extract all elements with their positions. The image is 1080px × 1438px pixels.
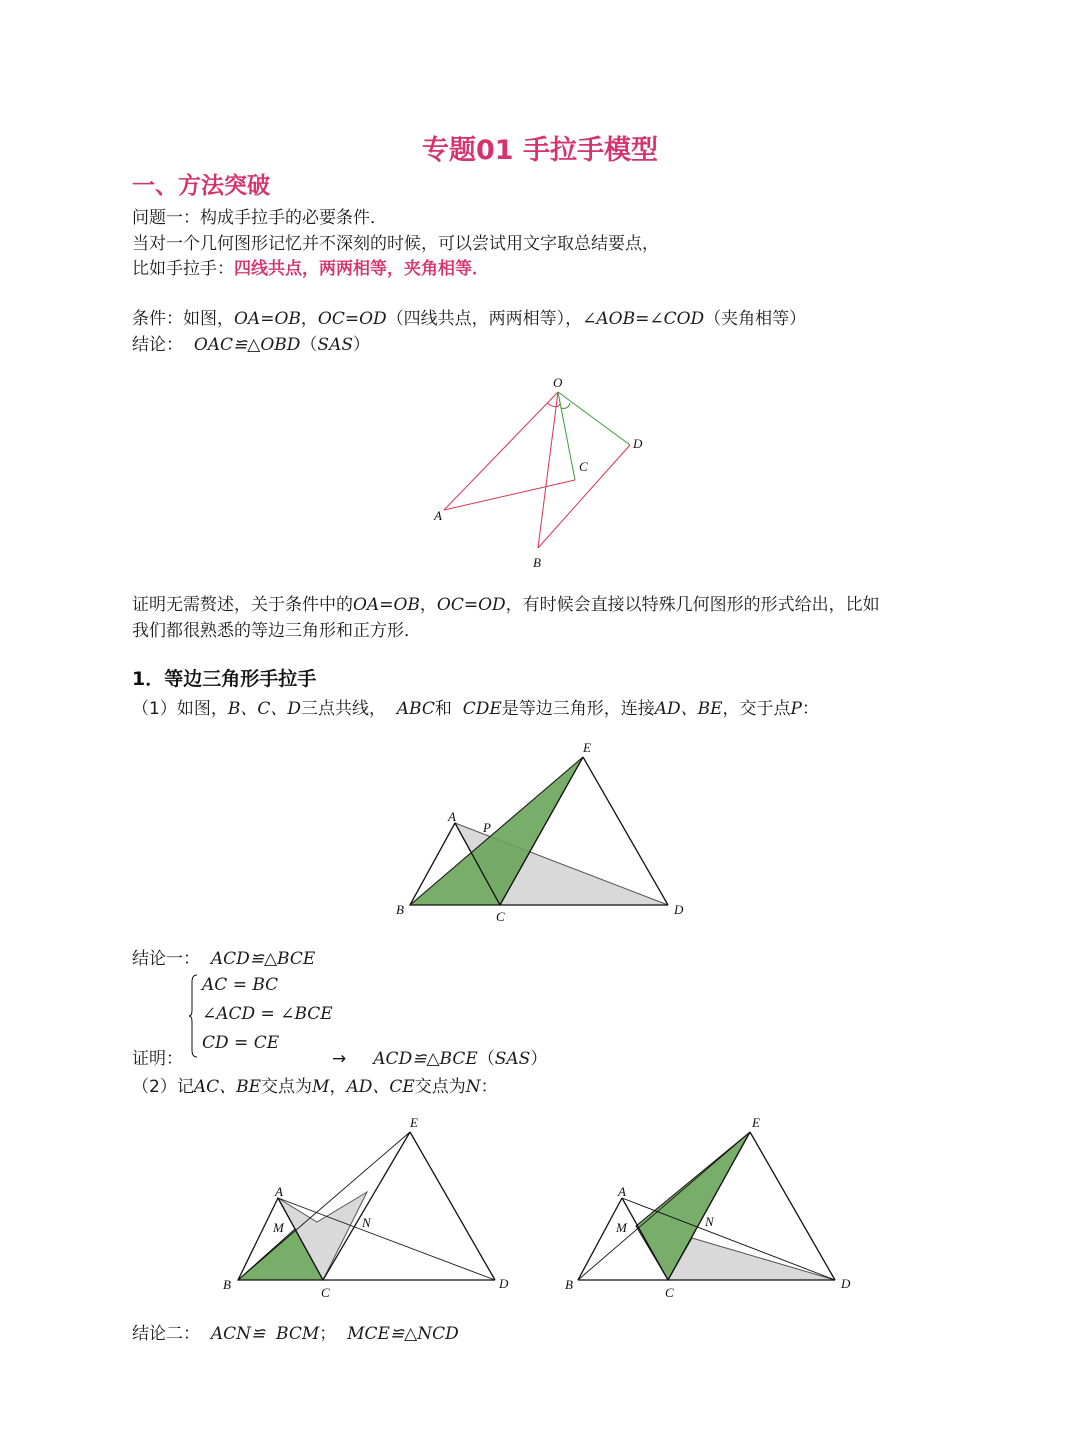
part1-and: 和 xyxy=(434,699,452,719)
label-d: D xyxy=(841,1276,851,1291)
segment-ba xyxy=(578,1198,622,1280)
proof-paren-open: （ xyxy=(477,1049,495,1069)
part2-prefix: （2）记 xyxy=(132,1077,194,1097)
label-n: N xyxy=(705,1214,714,1229)
angle-mark-cod xyxy=(561,403,570,408)
label-d: D xyxy=(499,1276,509,1291)
key-points-prefix: 比如手拉手： xyxy=(132,259,234,279)
label-b: B xyxy=(533,555,541,570)
proof-step-angle: ∠ACD = ∠BCE xyxy=(202,1004,333,1024)
condition-line xyxy=(132,304,806,329)
conclusion-two-expr2: BCM xyxy=(276,1324,320,1344)
proof-label: 证明： xyxy=(132,1049,183,1069)
conclusion-paren-close: ） xyxy=(353,335,370,355)
part2-ac-be: AC、BE xyxy=(193,1077,262,1097)
proof-result-expr: ACD≌△BCE xyxy=(373,1049,478,1069)
key-points-line xyxy=(132,254,489,279)
label-b: B xyxy=(565,1277,573,1292)
conclusion-two-prefix: 结论二： xyxy=(132,1324,200,1344)
part2-m: M xyxy=(312,1077,330,1097)
part1-t1: 三点共线， xyxy=(300,699,386,719)
label-b: B xyxy=(396,902,404,917)
segment-oa xyxy=(444,392,558,510)
segment-od xyxy=(558,392,630,445)
proof-arrow: → xyxy=(332,1049,347,1069)
proof-step-ac-bc: AC = BC xyxy=(202,975,279,995)
part1-ad-be: AD、BE xyxy=(654,699,723,719)
part2-statement xyxy=(132,1072,498,1097)
label-m: M xyxy=(616,1220,627,1235)
label-d: D xyxy=(674,902,684,917)
part1-t2: 是等边三角形，连接 xyxy=(501,699,655,719)
proof-brace xyxy=(188,974,198,1058)
conclusion-two xyxy=(132,1319,459,1344)
conclusion-prefix: 结论： xyxy=(132,335,183,355)
part2-colon: ： xyxy=(480,1077,498,1097)
proof-note-sep: ， xyxy=(419,595,437,615)
part1-p: P xyxy=(790,699,802,719)
conclusion-two-expr1: ACN≌ xyxy=(210,1324,266,1344)
conclusion-two-semi: ； xyxy=(319,1324,337,1344)
proof-sas: SAS xyxy=(494,1049,531,1069)
part2-ad-ce: AD、CE xyxy=(346,1077,415,1097)
label-c: C xyxy=(579,459,588,474)
segment-ob xyxy=(538,392,558,548)
proof-note-line1 xyxy=(132,590,880,615)
label-e: E xyxy=(752,1115,760,1130)
label-a: A xyxy=(434,508,442,523)
condition-prefix: 条件：如图， xyxy=(132,309,234,329)
condition-oc-od: OC=OD xyxy=(317,309,387,329)
label-b: B xyxy=(223,1277,231,1292)
section-heading-method: 一、方法突破 xyxy=(132,173,270,199)
question-one: 问题一：构成手拉手的必要条件． xyxy=(132,208,387,228)
part2-t2: 交点为 xyxy=(414,1077,466,1097)
segment-ed xyxy=(750,1132,835,1280)
part2-t1: 交点为 xyxy=(261,1077,313,1097)
label-d: D xyxy=(633,436,643,451)
figure-handshake-general xyxy=(420,370,660,575)
proof-note-part2: ，有时候会直接以特殊几何图形的形式给出，比如 xyxy=(505,595,880,615)
conclusion-expr: OAC≌△OBD xyxy=(193,335,301,355)
figure-equilateral-handshake xyxy=(390,735,700,930)
label-e: E xyxy=(410,1115,418,1130)
label-e: E xyxy=(583,740,591,755)
condition-angles: ∠AOB=∠COD xyxy=(582,309,705,329)
part1-abc: ABC xyxy=(396,699,435,719)
proof-note-part1: 证明无需赘述，关于条件中的 xyxy=(132,595,353,615)
part2-sep: ， xyxy=(329,1077,347,1097)
label-a: A xyxy=(448,809,456,824)
segment-ed xyxy=(410,1132,495,1280)
conclusion-one-prefix: 结论一： xyxy=(132,949,200,969)
label-a: A xyxy=(275,1184,283,1199)
conclusion-line xyxy=(132,330,370,355)
part2-n: N xyxy=(465,1077,481,1097)
part1-colon: ： xyxy=(802,699,819,719)
proof-note-line2: 我们都很熟悉的等边三角形和正方形． xyxy=(132,621,421,641)
conclusion-one xyxy=(132,944,315,969)
proof-step-cd-ce: CD = CE xyxy=(202,1033,280,1053)
segment-ac xyxy=(444,480,575,510)
memory-tip: 当对一个几何图形记忆并不深刻的时候，可以尝试用文字取总结要点， xyxy=(132,234,659,254)
heading-equilateral: 1．等边三角形手拉手 xyxy=(132,668,317,690)
angle-mark-aob xyxy=(547,403,560,407)
page-title: 专题01 手拉手模型 xyxy=(422,135,658,166)
label-c: C xyxy=(665,1285,674,1300)
label-a: A xyxy=(618,1184,626,1199)
part1-bcd: B、C、D xyxy=(227,699,301,719)
label-n: N xyxy=(362,1215,371,1230)
condition-suffix: （夹角相等） xyxy=(704,309,807,329)
segment-oc xyxy=(558,392,575,480)
part1-statement xyxy=(132,694,819,719)
conclusion-two-expr3: MCE≌△NCD xyxy=(347,1324,459,1344)
label-o: O xyxy=(553,375,563,390)
triangle-ncd-shaded xyxy=(668,1238,835,1280)
segment-ce xyxy=(323,1132,410,1280)
condition-oa-ob: OA=OB xyxy=(234,309,301,329)
label-m: M xyxy=(273,1220,284,1235)
label-p: P xyxy=(483,820,491,835)
conclusion-sas: SAS xyxy=(317,335,353,355)
figure-conclusion2-left xyxy=(215,1110,525,1305)
label-c: C xyxy=(496,909,505,924)
proof-result xyxy=(332,1044,547,1069)
conclusion-one-expr: ACD≌△BCE xyxy=(210,949,316,969)
part1-prefix: （1）如图， xyxy=(132,699,228,719)
proof-note-oa-ob: OA=OB xyxy=(353,595,420,615)
figure-conclusion2-right xyxy=(555,1110,865,1305)
condition-sep: ， xyxy=(300,309,318,329)
proof-note-oc-od: OC=OD xyxy=(436,595,506,615)
label-c: C xyxy=(321,1285,330,1300)
proof-paren-close: ） xyxy=(530,1049,548,1069)
condition-middle: （四线共点，两两相等）， xyxy=(386,309,583,329)
conclusion-paren-open: （ xyxy=(300,335,318,355)
part1-cde: CDE xyxy=(462,699,502,719)
key-points-highlight: 四线共点，两两相等，夹角相等． xyxy=(234,259,489,279)
part1-t3: ，交于点 xyxy=(722,699,791,719)
